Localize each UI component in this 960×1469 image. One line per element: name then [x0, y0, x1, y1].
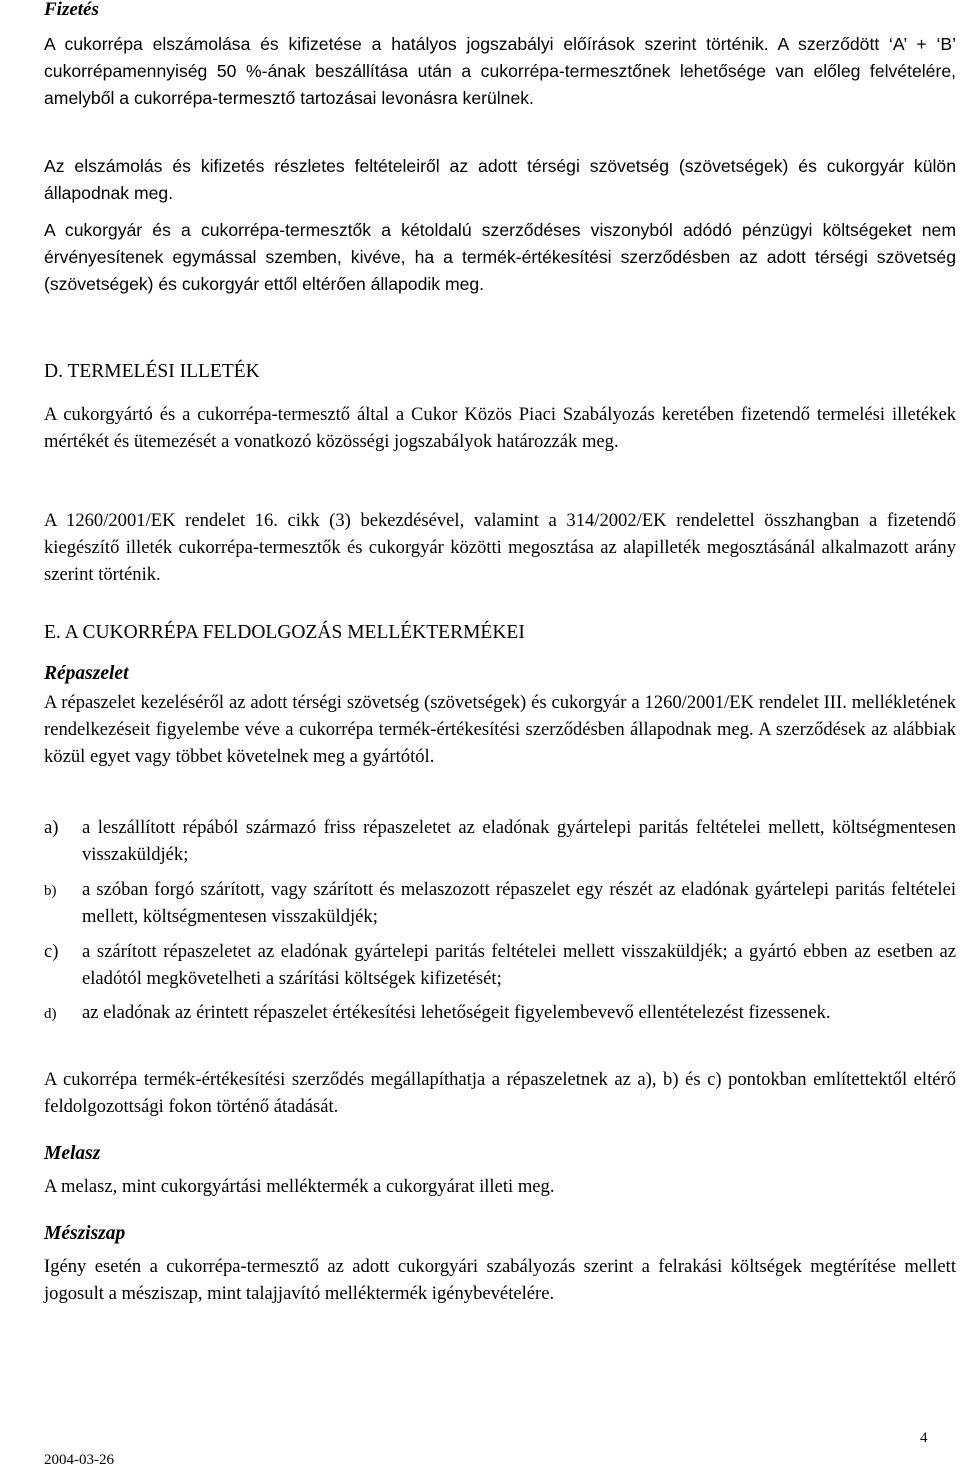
section-title-fizetes: Fizetés: [44, 0, 99, 20]
list-marker: a): [44, 817, 59, 838]
page-number: 4: [920, 1430, 928, 1446]
list-item: [44, 814, 956, 868]
list-item-text: a szóban forgó szárított, vagy szárított és melaszozott répaszelet egy részét az eladónak gyártelepi paritás feltételei mellett, költségmentesen visszaküldjék;: [82, 879, 956, 927]
paragraph-text: Az elszámolás és kifizetés részletes feltételeiről az adott térségi szövetség (szövetségek) és cukorgyár külön állapodnak meg.: [44, 156, 956, 203]
paragraph-text: A melasz, mint cukorgyártási melléktermék a cukorgyárat illeti meg.: [44, 1176, 555, 1197]
list-item: [44, 938, 956, 992]
paragraph-text: Igény esetén a cukorrépa-termesztő az adott cukorgyári szabályozás szerint a felrakási költségek megtérítése mellett jogosult a mésziszap, mint talajjavító melléktermék igénybevételére.: [44, 1256, 956, 1304]
list-item-text: az eladónak az érintett répaszelet értékesítési lehetőségeit figyelembevevő ellentételezést fizessenek.: [82, 1002, 831, 1023]
melasz-paragraph: [44, 1173, 956, 1200]
paragraph-text: A cukorgyár és a cukorrépa-termesztők a kétoldalú szerződéses viszonyból adódó pénzügyi költségeket nem érvényesítenek egymással szemben, kivéve, ha a termék-értékesítési szerződésben az adott térségi szövetség (szövetségek) és cukorgyár ettől eltérően állapodik meg.: [44, 220, 956, 294]
list-marker: c): [44, 941, 59, 962]
fizetes-paragraph-1: [44, 31, 956, 112]
paragraph-text: A 1260/2001/EK rendelet 16. cikk (3) bekezdésével, valamint a 314/2002/EK rendelettel összhangban a fizetendő kiegészítő illeték cukorrépa-termesztők és cukorgyár közötti megosztása az alapilleték megosztásánál alkalmazott arány szerint történik.: [44, 510, 956, 585]
repaszelet-paragraph-1: [44, 689, 956, 770]
paragraph-text: A cukorgyártó és a cukorrépa-termesztő által a Cukor Közös Piaci Szabályozás keretében fizetendő termelési illetékek mértékét és ütemezését a vonatkozó közösségi jogszabályok határozzák meg.: [44, 404, 956, 452]
section-d-paragraph-1: [44, 401, 956, 455]
list-marker: d): [44, 1006, 57, 1022]
heading-text: D. TERMELÉSI ILLETÉK: [44, 361, 260, 382]
paragraph-text: A cukorrépa elszámolása és kifizetése a hatályos jogszabályi előírások szerint történik. A szerződött ‘A’ + ‘B’ cukorrépamennyiség 50 %-ának beszállítása után a cukorrépa-termesztőnek lehetősége van előleg felvételére, amelyből a cukorrépa-termesztő tartozásai levonásra kerülnek.: [44, 34, 956, 108]
list-item: [44, 999, 956, 1026]
section-d-paragraph-2: [44, 507, 956, 588]
footer-date: 2004-03-26: [44, 1452, 114, 1468]
section-e-heading: [44, 619, 956, 646]
paragraph-text: A répaszelet kezeléséről az adott térségi szövetség (szövetségek) és cukorgyár a 1260/2001/EK rendelet III. mellékletének rendelkezéseit figyelembe véve a cukorrépa termék-értékesítési szerződésben állapodnak meg. A szerződések az alábbiak közül egyet vagy többet követelnek meg a gyártótól.: [44, 692, 956, 767]
list-item-text: a szárított répaszeletet az eladónak gyártelepi paritás feltételei mellett visszaküldjék; a gyártó ebben az esetben az eladótól megkövetelheti a szárítási költségek kifizetését;: [82, 941, 956, 989]
paragraph-text: A cukorrépa termék-értékesítési szerződés megállapíthatja a répaszeletnek az a), b) és c) pontokban említettektől eltérő feldolgozottsági fokon történő átadását.: [44, 1069, 956, 1117]
meszizap-paragraph: [44, 1253, 956, 1307]
subheading-text: Répaszelet: [44, 663, 129, 684]
repaszelet-paragraph-2: [44, 1066, 956, 1120]
melasz-title: [44, 1140, 956, 1167]
list-item-text: a leszállított répából származó friss répaszeletet az eladónak gyártelepi paritás feltételei mellett, költségmentesen visszaküldjék;: [82, 817, 956, 865]
heading-text: E. A CUKORRÉPA FELDOLGOZÁS MELLÉKTERMÉKEI: [44, 622, 525, 643]
repaszelet-title: [44, 660, 956, 687]
section-d-heading: [44, 358, 956, 385]
fizetes-paragraph-2: [44, 153, 956, 207]
list-item: [44, 876, 956, 930]
meszizap-title: [44, 1220, 956, 1247]
subheading-text: Mésziszap: [44, 1223, 126, 1244]
subheading-text: Melasz: [44, 1143, 101, 1164]
fizetes-paragraph-3: [44, 217, 956, 298]
list-marker: b): [44, 883, 57, 899]
